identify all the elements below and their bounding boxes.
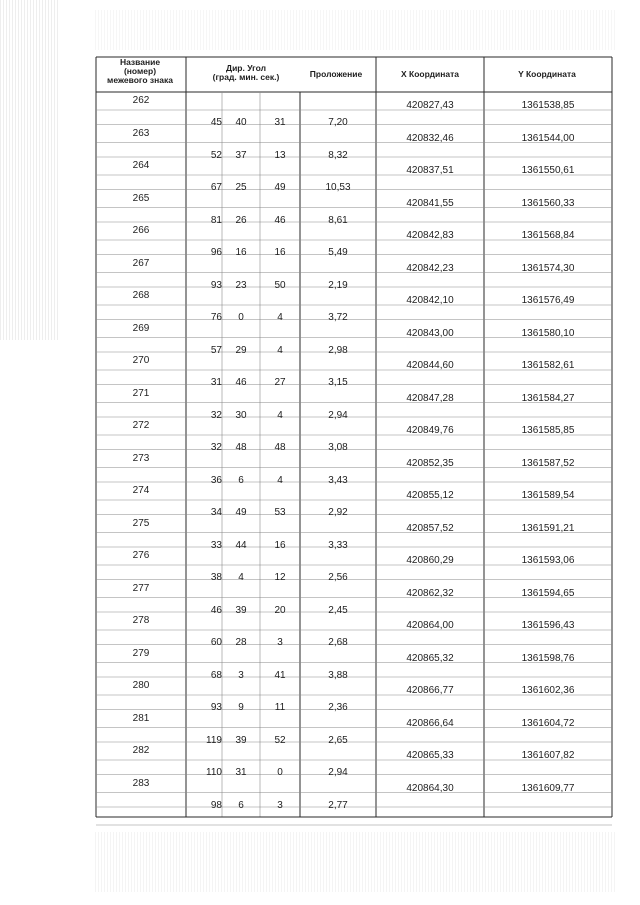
point-name: 283	[132, 777, 150, 789]
distance: 8,61	[328, 214, 348, 226]
distance: 2,45	[328, 604, 348, 616]
angle-degrees: 32	[210, 442, 222, 453]
point-name: 272	[132, 420, 150, 431]
header-x: X Координата	[401, 69, 459, 79]
angle-seconds: 16	[274, 247, 286, 258]
angle-seconds: 16	[274, 539, 286, 551]
angle-seconds: 3	[277, 799, 283, 811]
point-name: 278	[132, 615, 150, 626]
point-name: 266	[132, 225, 150, 236]
angle-seconds: 4	[277, 474, 283, 486]
angle-seconds: 53	[274, 507, 286, 518]
angle-minutes: 31	[235, 767, 247, 778]
distance: 3,08	[328, 442, 348, 453]
header-distance: Проложение	[309, 69, 363, 79]
angle-seconds: 46	[274, 214, 286, 226]
y-coordinate: 1361593,06	[521, 555, 575, 566]
y-coordinate: 1361582,61	[521, 360, 575, 371]
x-coordinate: 420843,00	[406, 327, 454, 339]
distance: 2,98	[328, 344, 348, 356]
point-name: 269	[132, 322, 150, 334]
distance: 2,94	[328, 767, 348, 778]
angle-minutes: 37	[235, 149, 247, 161]
y-coordinate: 1361589,54	[521, 490, 575, 501]
x-coordinate: 420849,76	[406, 425, 454, 436]
angle-minutes: 48	[235, 442, 247, 453]
distance: 2,77	[328, 799, 348, 811]
x-coordinate: 420842,10	[406, 295, 454, 306]
header-y: Y Координата	[518, 69, 576, 79]
x-coordinate: 420852,35	[406, 457, 454, 469]
angle-degrees: 98	[210, 799, 222, 811]
angle-minutes: 25	[235, 182, 247, 193]
angle-seconds: 13	[274, 149, 286, 161]
angle-degrees: 93	[210, 702, 222, 713]
y-coordinate: 1361580,10	[521, 327, 575, 339]
x-coordinate: 420860,29	[406, 555, 454, 566]
angle-minutes: 29	[235, 344, 247, 356]
angle-minutes: 6	[238, 474, 244, 486]
angle-minutes: 46	[235, 377, 247, 388]
y-coordinate: 1361598,76	[521, 652, 575, 664]
angle-degrees: 60	[210, 637, 222, 648]
angle-minutes: 6	[238, 799, 244, 811]
angle-minutes: 39	[235, 734, 247, 746]
angle-minutes: 26	[235, 214, 247, 226]
distance: 5,49	[328, 247, 348, 258]
y-coordinate: 1361596,43	[521, 620, 575, 631]
angle-degrees: 57	[210, 344, 222, 356]
point-name: 282	[132, 745, 150, 756]
distance: 3,72	[328, 312, 348, 323]
angle-degrees: 96	[210, 247, 222, 258]
angle-minutes: 4	[238, 572, 244, 583]
y-coordinate: 1361560,33	[521, 197, 575, 209]
angle-seconds: 0	[277, 767, 283, 778]
angle-degrees: 34	[210, 507, 222, 518]
x-coordinate: 420866,77	[406, 685, 454, 696]
distance: 2,65	[328, 734, 348, 746]
angle-degrees: 38	[210, 572, 222, 583]
point-name: 275	[132, 517, 150, 529]
x-coordinate: 420837,51	[406, 165, 454, 176]
x-coordinate: 420857,52	[406, 522, 454, 534]
distance: 10,53	[325, 182, 351, 193]
angle-degrees: 32	[210, 409, 222, 421]
angle-seconds: 52	[274, 734, 286, 746]
y-coordinate: 1361594,65	[521, 587, 575, 599]
y-coordinate: 1361604,72	[521, 717, 575, 729]
distance: 2,36	[328, 702, 348, 713]
distance: 2,68	[328, 637, 348, 648]
y-coordinate: 1361550,61	[521, 165, 575, 176]
x-coordinate: 420842,83	[406, 230, 454, 241]
x-coordinate: 420865,32	[406, 652, 454, 664]
x-coordinate: 420862,32	[406, 587, 454, 599]
distance: 3,43	[328, 474, 348, 486]
angle-degrees: 36	[210, 474, 222, 486]
angle-seconds: 11	[274, 702, 286, 713]
distance: 3,88	[328, 669, 348, 681]
point-name: 281	[132, 712, 150, 724]
angle-minutes: 39	[235, 604, 247, 616]
angle-degrees: 31	[210, 377, 222, 388]
y-coordinate: 1361607,82	[521, 750, 575, 761]
angle-degrees: 93	[210, 279, 222, 291]
angle-degrees: 76	[210, 312, 222, 323]
point-name: 273	[132, 452, 150, 464]
distance: 2,92	[328, 507, 348, 518]
distance: 2,94	[328, 409, 348, 421]
angle-degrees: 119	[206, 734, 222, 746]
angle-degrees: 110	[206, 767, 222, 778]
angle-degrees: 81	[210, 214, 222, 226]
y-coordinate: 1361576,49	[521, 295, 575, 306]
angle-seconds: 12	[274, 572, 286, 583]
y-coordinate: 1361609,77	[521, 782, 575, 794]
angle-seconds: 4	[277, 344, 283, 356]
header-angle-line: (град. мин. сек.)	[212, 72, 280, 82]
angle-minutes: 16	[235, 247, 247, 258]
point-name: 277	[132, 582, 150, 594]
y-coordinate: 1361587,52	[521, 457, 575, 469]
header-angle	[186, 64, 306, 82]
angle-degrees: 46	[210, 604, 222, 616]
angle-minutes: 44	[235, 539, 247, 551]
angle-seconds: 41	[274, 669, 286, 681]
angle-minutes: 23	[235, 279, 247, 291]
point-name: 271	[132, 387, 150, 399]
angle-seconds: 20	[274, 604, 286, 616]
y-coordinate: 1361574,30	[521, 262, 575, 274]
angle-minutes: 0	[238, 312, 244, 323]
y-coordinate: 1361585,85	[521, 425, 575, 436]
point-name: 276	[132, 550, 150, 561]
point-name: 280	[132, 680, 150, 691]
y-coordinate: 1361538,85	[521, 100, 575, 111]
point-name: 263	[132, 127, 150, 139]
header-name-line: межевого знака	[107, 75, 173, 85]
y-coordinate: 1361568,84	[521, 230, 575, 241]
point-name: 264	[132, 160, 150, 171]
angle-seconds: 50	[274, 279, 286, 291]
y-coordinate: 1361544,00	[521, 132, 575, 144]
point-name: 262	[132, 95, 150, 106]
x-coordinate: 420864,30	[406, 782, 454, 794]
angle-degrees: 52	[210, 149, 222, 161]
header-angle-line: Дир. Угол	[226, 63, 266, 73]
angle-minutes: 40	[235, 117, 247, 128]
x-coordinate: 420847,28	[406, 392, 454, 404]
distance: 8,32	[328, 149, 348, 161]
angle-minutes: 30	[235, 409, 247, 421]
x-coordinate: 420865,33	[406, 750, 454, 761]
header-name-line: (номер)	[123, 66, 157, 76]
y-coordinate: 1361591,21	[521, 522, 575, 534]
point-name: 267	[132, 257, 150, 269]
x-coordinate: 420832,46	[406, 132, 454, 144]
x-coordinate: 420855,12	[406, 490, 454, 501]
distance: 3,33	[328, 539, 348, 551]
angle-minutes: 3	[238, 669, 244, 681]
angle-degrees: 68	[210, 669, 222, 681]
distance: 7,20	[328, 117, 348, 128]
angle-degrees: 45	[210, 117, 222, 128]
angle-minutes: 49	[235, 507, 247, 518]
angle-minutes: 28	[235, 637, 247, 648]
x-coordinate: 420866,64	[406, 717, 454, 729]
x-coordinate: 420844,60	[406, 360, 454, 371]
angle-seconds: 4	[277, 409, 283, 421]
point-name: 268	[132, 290, 150, 301]
point-name: 270	[132, 355, 150, 366]
point-name: 265	[132, 192, 150, 204]
x-coordinate: 420841,55	[406, 197, 454, 209]
angle-seconds: 27	[274, 377, 286, 388]
distance: 3,15	[328, 377, 348, 388]
angle-seconds: 48	[274, 442, 286, 453]
angle-seconds: 31	[274, 117, 286, 128]
angle-minutes: 9	[238, 702, 244, 713]
distance: 2,19	[328, 279, 348, 291]
x-coordinate: 420827,43	[406, 100, 454, 111]
angle-seconds: 49	[274, 182, 286, 193]
header-name	[96, 58, 184, 85]
angle-seconds: 3	[277, 637, 283, 648]
x-coordinate: 420842,23	[406, 262, 454, 274]
header-name-line: Название	[119, 57, 161, 67]
angle-degrees: 33	[210, 539, 222, 551]
y-coordinate: 1361584,27	[521, 392, 575, 404]
x-coordinate: 420864,00	[406, 620, 454, 631]
point-name: 274	[132, 485, 150, 496]
y-coordinate: 1361602,36	[521, 685, 575, 696]
angle-degrees: 67	[210, 182, 222, 193]
distance: 2,56	[328, 572, 348, 583]
angle-seconds: 4	[277, 312, 283, 323]
point-name: 279	[132, 647, 150, 659]
